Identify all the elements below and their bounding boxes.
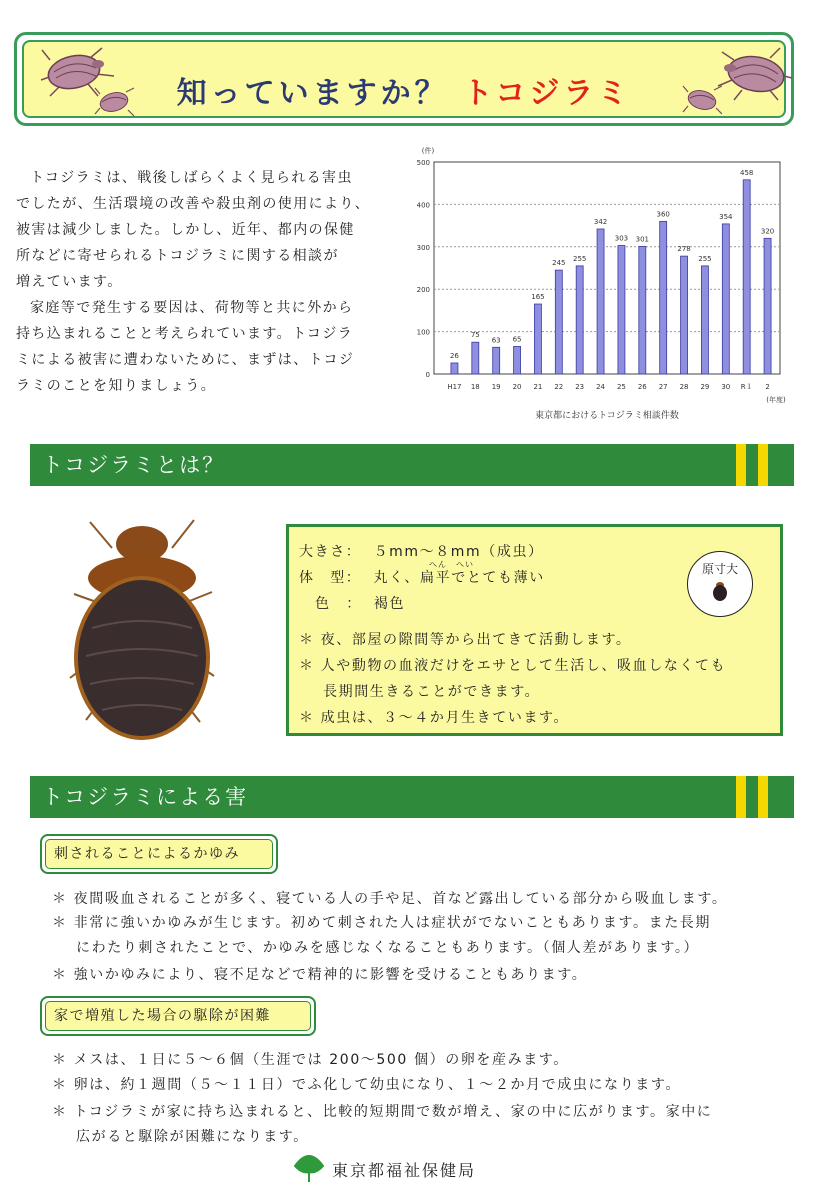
bar [597,229,604,374]
x-axis-label: (年度) [766,396,786,404]
x-tick-label: 29 [700,383,710,391]
shape-label: 体 型： [299,570,362,586]
info-bullet: ＊ 人や動物の血液だけをエサとして生活し、吸血しなくても [299,658,727,674]
harm-bullet: ＊ メスは、１日に５～６個（生涯では 200～500 個）の卵を産みます。 [52,1052,569,1068]
footer-logo [288,1152,518,1186]
x-tick-label: 23 [575,383,585,391]
bar [514,346,521,374]
data-label: 26 [449,351,459,360]
title-banner [14,32,794,126]
data-label: 354 [719,212,733,221]
intro-line: 被害は減少しました。しかし、近年、都内の保健 [16,222,355,238]
data-label: 301 [635,235,649,244]
harm-bullet: ＊ 卵は、約１週間（５～１１日）でふ化して幼虫になり、１～２か月で成虫になります。 [52,1077,681,1093]
harm-bullet: 広がると駆除が困難になります。 [76,1129,309,1145]
x-tick-label: 30 [721,383,731,391]
bar [660,221,667,374]
data-label: 278 [677,245,691,254]
data-label: 255 [573,254,587,263]
bar [472,342,479,374]
x-tick-label: 2 [765,383,770,391]
header-stripe [736,776,746,818]
data-label: 303 [614,234,629,243]
info-bullet: ＊ 成虫は、３～４か月生きています。 [299,710,570,726]
x-tick-label: R１ [740,383,753,391]
y-tick-label: 300 [416,243,430,252]
color-row [315,593,405,613]
x-tick-label: H17 [447,383,462,391]
data-label: 65 [512,335,522,344]
bar [555,270,562,374]
data-label: 245 [552,259,566,268]
data-label: 165 [531,293,545,302]
header-stripe [758,444,768,486]
ruby-text: へん へい [429,560,474,569]
actual-size-label: 原寸大 [701,562,738,576]
title-banner-inner [22,40,786,118]
section-title: トコジラミによる害 [42,785,249,809]
x-tick-label: 27 [658,383,668,391]
y-tick-label: 400 [416,201,430,210]
size-label: 大きさ： [299,544,362,560]
harm-bullet: ＊ トコジラミが家に持ち込まれると、比較的短期間で数が増え、家の中に広がります。家中に [52,1104,713,1120]
intro-line: 持ち込まれることと考えられています。トコジラ [16,326,354,342]
data-label: 63 [491,336,501,345]
bedbug-photo [62,508,222,744]
ginkgo-leaf-icon [292,1152,326,1186]
subheader-label: 家で増殖した場合の駆除が困難 [45,1001,311,1031]
data-label: 255 [698,254,712,263]
y-tick-label: 500 [416,159,430,167]
title-question: 知っていますか？ [176,76,449,111]
bar [576,266,583,374]
intro-line: トコジラミは、戦後しばらくよく見られる害虫 [30,170,353,186]
bedbug-illustration-icon [714,46,794,102]
chart-title: 東京都におけるトコジラミ相談件数 [535,411,679,421]
bedbug-info-box [286,524,783,736]
bar [743,180,750,374]
consultation-count-chart [410,142,805,427]
intro-line: でしたが、生活環境の改善や殺虫剤の使用により、 [16,196,371,212]
intro-line: ラミのことを知りましょう。 [16,378,217,394]
shape-value: 丸く、扁平でとても薄い [373,570,545,586]
bar [534,304,541,374]
bar [722,224,729,374]
x-tick-label: 21 [533,383,543,391]
subheader-itching [40,834,278,874]
harm-bullet: ＊ 強いかゆみにより、寝不足などで精神的に影響を受けることもあります。 [52,967,588,983]
size-row [299,541,544,561]
data-label: 320 [760,227,775,236]
info-bullet: 長期間生きることができます。 [323,684,541,700]
subheader-label: 刺されることによるかゆみ [45,839,273,869]
organization-name: 東京都福祉保健局 [332,1161,477,1180]
section-header-harm [30,776,794,818]
bar [681,256,688,374]
section-header-what-is [30,444,794,486]
size-value: ５mm～８mm（成虫） [373,544,544,560]
x-tick-label: 20 [512,383,522,391]
intro-line: 増えています。 [16,274,123,290]
harm-bullet: にわたり刺されたことで、かゆみを感じなくなることもあります。（個人差があります。） [76,940,700,956]
bar [451,363,458,374]
harm-bullet: ＊ 非常に強いかゆみが生じます。初めて刺された人は症状がでないこともあります。また長期 [52,915,712,931]
title-name: トコジラミ [462,76,632,111]
header-stripe [736,444,746,486]
y-axis-label: (件) [421,147,435,155]
x-tick-label: 28 [679,383,689,391]
intro-line: 家庭等で発生する要因は、荷物等と共に外から [30,300,354,316]
section-title: トコジラミとは？ [42,453,226,477]
bar [764,238,771,374]
actual-size-circle [687,551,753,617]
actual-size-bedbug-icon [712,580,728,602]
x-tick-label: 25 [616,383,626,391]
y-tick-label: 200 [416,286,430,295]
data-label: 342 [593,217,608,226]
data-label: 458 [740,168,754,177]
color-label: 色 ： [315,596,362,612]
bar [618,246,625,374]
header-stripe [758,776,768,818]
bar [639,246,646,374]
x-tick-label: 24 [596,383,606,391]
x-tick-label: 22 [554,383,564,391]
bar [701,266,708,374]
data-label: 75 [470,331,480,340]
color-value: 褐色 [373,596,406,612]
page-title [24,68,784,112]
data-label: 360 [656,210,670,219]
intro-text [16,165,404,399]
info-bullet: ＊ 夜、部屋の隙間等から出てきて活動します。 [299,632,632,648]
x-tick-label: 26 [637,383,647,391]
intro-line: 所などに寄せられるトコジラミに関する相談が [16,248,339,264]
bar [493,347,500,374]
y-tick-label: 100 [416,328,430,337]
y-tick-label: 0 [425,371,430,379]
harm-bullet: ＊ 夜間吸血されることが多く、寝ている人の手や足、首など露出している部分から吸血します。 [52,891,728,907]
subheader-extermination [40,996,316,1036]
shape-row [299,567,545,587]
intro-line: ミによる被害に遭わないために、まずは、トコジ [16,352,355,368]
x-tick-label: 19 [491,383,501,391]
x-tick-label: 18 [470,383,480,391]
